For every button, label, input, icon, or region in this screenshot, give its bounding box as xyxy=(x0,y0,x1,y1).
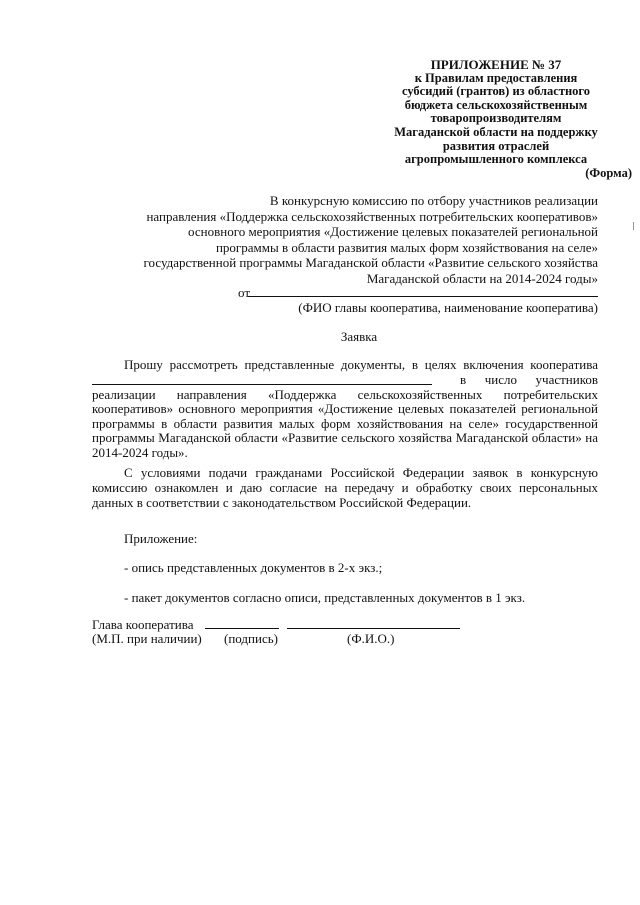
fio-caption: (ФИО главы кооператива, наименование кооператива) xyxy=(298,300,598,315)
request-first-line: Прошу рассмотреть представленные документы, в целях включения кооператива xyxy=(124,357,598,372)
cooperative-blank-line xyxy=(92,384,432,385)
appendix-line: к Правилам предоставления xyxy=(414,70,578,85)
addressee-line: направления «Поддержка сельскохозяйственных потребительских кооперативов» xyxy=(146,208,598,224)
from-label: от xyxy=(238,285,251,300)
from-blank-line xyxy=(248,296,598,297)
request-blank-row xyxy=(92,373,598,388)
addressee-line: государственной программы Магаданской области «Развитие сельского хозяйства xyxy=(143,255,598,270)
head-label: Глава кооператива xyxy=(92,617,194,632)
addressee-line: Магаданской области на 2014-2024 годы» xyxy=(366,270,598,286)
request-body: реализации направления «Поддержка сельскохозяйственных потребительских кооперативов» основного мероприятия «Достижение целевых показателей региональной программы в области развития малых форм хозяйствования на селе» государственной программы Магаданской области «Развитие сельского хозяйства Магаданской области» на 2014-2024 годы». xyxy=(92,386,598,460)
appendix-line: бюджета сельскохозяйственным xyxy=(404,97,588,112)
fio-label: (Ф.И.О.) xyxy=(347,631,395,646)
form-label: (Форма) xyxy=(585,165,632,180)
attachment-item: - пакет документов согласно описи, представленных документов в 1 экз. xyxy=(124,590,526,605)
appendix-line: субсидий (грантов) из областного xyxy=(401,84,591,99)
addressee-block xyxy=(120,193,598,286)
request-paragraph xyxy=(92,358,598,461)
consent-paragraph: С условиями подачи гражданами Российской Федерации заявок в конкурсную комиссию ознакомлен и даю согласие на передачу и обработку своих персональных данных в соответствии с законодательством Российской Федерации. xyxy=(92,465,598,510)
request-row-tail xyxy=(460,373,598,388)
request-word: число xyxy=(484,371,517,387)
addressee-line: программы в области развития малых форм хозяйствования на селе» xyxy=(215,239,598,255)
from-field xyxy=(238,285,598,301)
appendix-title: ПРИЛОЖЕНИЕ № 37 xyxy=(430,57,562,72)
addressee-line: основного мероприятия «Достижение целевых показателей региональной xyxy=(188,224,598,239)
stamp-label: (М.П. при наличии) xyxy=(92,631,202,646)
appendix-line: развития отраслей xyxy=(442,138,550,153)
attachment-item: - опись представленных документов в 2-х экз.; xyxy=(124,560,383,575)
document-title: Заявка xyxy=(340,329,378,344)
appendix-line: Магаданской области на поддержку xyxy=(394,124,598,139)
request-word: в xyxy=(460,371,467,387)
appendix-line: товаропроизводителям xyxy=(430,111,562,126)
fio-blank-line xyxy=(287,628,460,629)
attachments-label: Приложение: xyxy=(124,531,198,546)
margin-mark xyxy=(633,222,634,230)
appendix-header xyxy=(360,58,632,180)
signature-blank-line xyxy=(205,628,279,629)
sign-label: (подпись) xyxy=(224,631,278,646)
addressee-line: В конкурсную комиссию по отбору участников реализации xyxy=(269,193,598,208)
request-word: участников xyxy=(535,371,598,387)
appendix-line: агропромышленного комплекса xyxy=(404,152,588,167)
